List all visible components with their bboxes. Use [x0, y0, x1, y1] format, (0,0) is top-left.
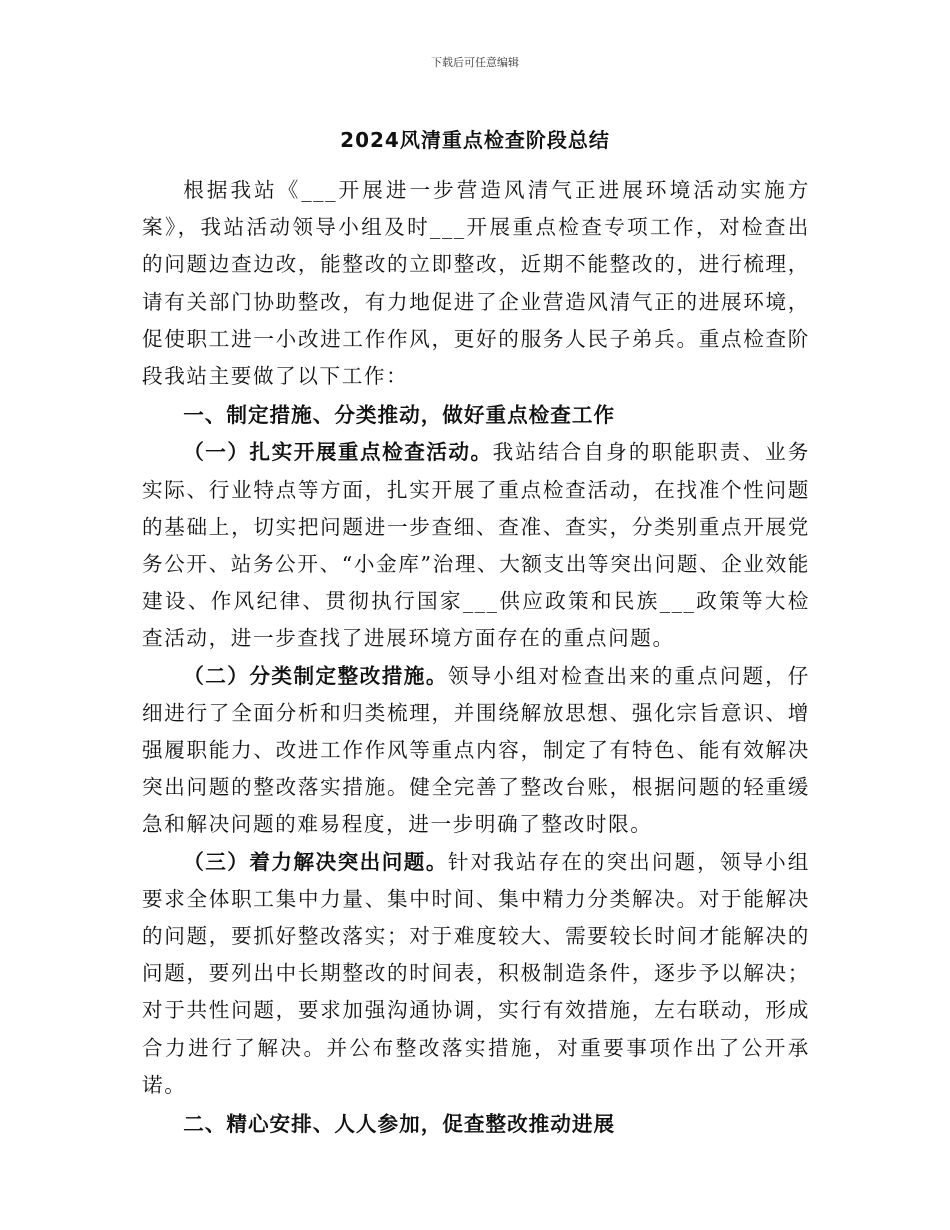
item-1-text: 我站结合自身的职能职责、业务实际、行业特点等方面，扎实开展了重点检查活动，在找准个性问题的基础上，切实把问题进一步查细、查准、查实，分类别重点开展党务公开、站务公开、“小金库”治理、大额支出等突出问题、企业效能建设、作风纪律、贯彻执行国家___供应政策和民族___政策等大检查活动，进一步查找了进展环境方面存在的重点问题。: [142, 440, 811, 651]
download-note: 下载后可任意编辑: [431, 56, 519, 69]
section-1-heading: 一、制定措施、分类推动，做好重点检查工作: [183, 403, 616, 428]
item-3-text: 针对我站存在的突出问题，领导小组要求全体职工集中力量、集中时间、集中精力分类解决。对于能解决的问题，要抓好整改落实；对于难度较大、需要较长时间才能解决的问题，要列出中长期整改的时间表，积极制造条件，逐步予以解决；对于共性问题，要求加强沟通协调，实行有效措施，左右联动，形成合力进行了解决。并公布整改落实措施，对重要事项作出了公开承诺。: [142, 849, 810, 1097]
section-2-heading: 二、精心安排、人人参加，促查整改推动进展: [183, 1112, 616, 1137]
item-2-lead: （二）分类制定整改措施。: [183, 663, 448, 688]
item-2-text: 领导小组对检查出来的重点问题，仔细进行了全面分析和归类梳理，并围绕解放思想、强化宗旨意识、增强履职能力、改进工作作风等重点内容，制定了有特色、能有效解决突出问题的整改落实措施。健全完善了整改台账，根据问题的轻重缓急和解决问题的难易程度，进一步明确了整改时限。: [142, 663, 810, 837]
item-1-lead: （一）扎实开展重点检查活动。: [183, 440, 493, 465]
document-body: [142, 172, 810, 1143]
section-1-item-3: [142, 844, 810, 1104]
intro-paragraph: 根据我站《___开展进一步营造风清气正进展环境活动实施方案》，我站活动领导小组及时___开展重点检查专项工作，对检查出的问题边查边改，能整改的立即整改，近期不能整改的，进行梳理，请有关部门协助整改，有力地促进了企业营造风清气正的进展环境，促使职工进一小改进工作作风，更好的服务人民子弟兵。重点检查阶段我站主要做了以下工作：: [142, 178, 810, 389]
page-title: 2024风清重点检查阶段总结: [340, 128, 610, 152]
section-1-item-2: [142, 658, 810, 844]
item-3-lead: （三）着力解决突出问题。: [183, 849, 448, 874]
section-1-item-1: [142, 434, 810, 657]
